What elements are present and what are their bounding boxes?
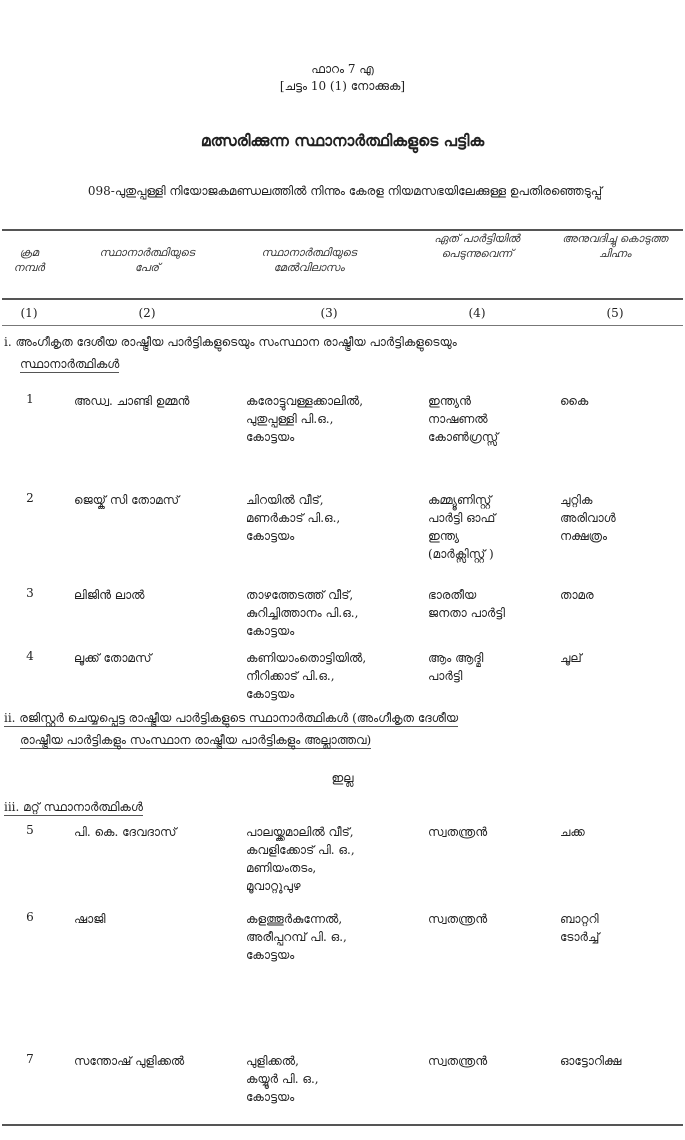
section-heading-1 (4, 331, 457, 375)
serial-no: 6 (26, 910, 34, 924)
section-heading-2 (4, 707, 458, 751)
header-serial-no: ക്രമ നമ്പർ (13, 246, 45, 274)
candidate-party: സ്വതന്ത്രൻ (428, 825, 488, 839)
candidate-symbol: കൈ (560, 394, 589, 408)
serial-no: 2 (26, 491, 34, 505)
column-number-5: (5) (606, 306, 624, 320)
candidate-party: ഭാരതീയ ജനതാ പാർട്ടി (428, 588, 505, 620)
candidate-name: ലൂക്ക് തോമസ് (74, 651, 152, 665)
serial-no: 5 (26, 823, 34, 837)
column-number-rule (2, 325, 683, 326)
serial-no: 3 (26, 586, 34, 600)
column-number-2: (2) (138, 306, 156, 320)
serial-no: 7 (26, 1052, 34, 1066)
header-party: ഏത് പാർട്ടിയിൽ പെടുന്നുവെന്ന് (434, 232, 520, 260)
candidate-address: പാലയ്ക്കമാലിൽ വീട്, കവളിക്കോട് പി. ഒ., മണിയംതടം, മൂവാറ്റുപുഴ (246, 825, 355, 893)
candidate-address: താഴത്തേടത്ത് വീട്, കുറിച്ചിത്താനം പി.ഒ., കോട്ടയം (246, 588, 359, 638)
section-heading-2-line-2: രാഷ്ട്രീയ പാർട്ടികളും സംസ്ഥാന രാഷ്ട്രീയ പാർട്ടികളും അല്ലാത്തവ) (20, 733, 372, 747)
candidate-party: ആം ആദ്മി പാർട്ടി (428, 651, 484, 683)
candidate-address: കരോട്ടുവള്ളക്കാലിൽ, പുതുപ്പള്ളി പി.ഒ., കോട്ടയം (246, 394, 364, 444)
candidate-name: ജെയ്ക് സി തോമസ് (74, 493, 180, 507)
serial-no: 1 (26, 392, 34, 406)
section-heading-1-line-1: i. അംഗീകൃത ദേശീയ രാഷ്ട്രീയ പാർട്ടികളുടെയും സംസ്ഥാന രാഷ്ട്രീയ പാർട്ടികളുടെയും (4, 335, 457, 349)
candidate-name: പി. കെ. ദേവദാസ് (74, 825, 177, 839)
header-symbol: അനുവദിച്ചു കൊടുത്ത ചിഹ്നം (562, 232, 668, 260)
header-bottom-rule (2, 298, 683, 300)
candidate-party: സ്വതന്ത്രൻ (428, 1054, 488, 1068)
section-2-nil: ഇല്ല (331, 771, 354, 785)
candidate-symbol: ചക്ക (560, 825, 585, 839)
candidate-name: അഡ്വ. ചാണ്ടി ഉമ്മൻ (74, 394, 190, 408)
candidate-name: സന്തോഷ് പുളിക്കൽ (74, 1054, 185, 1068)
candidate-address: പുളിക്കൽ, കയ്യൂർ പി. ഒ., കോട്ടയം (246, 1054, 319, 1104)
candidate-symbol: ബാറ്ററി ടോർച്ച് (560, 912, 600, 944)
candidate-party: സ്വതന്ത്രൻ (428, 912, 488, 926)
rule-reference: [ചട്ടം 10 (1) നോക്കുക] (279, 79, 406, 93)
column-number-4: (4) (468, 306, 486, 320)
table-bottom-rule (2, 1124, 683, 1126)
section-heading-3-line-1: iii. മറ്റ് സ്ഥാനാർത്ഥികൾ (4, 800, 143, 814)
form-number: ഫാറം 7 എ (311, 62, 374, 76)
candidate-symbol: ചുറ്റിക അരിവാൾ നക്ഷത്രം (560, 493, 616, 543)
candidate-name: ലിജിൻ ലാൽ (74, 588, 145, 602)
column-number-3: (3) (320, 306, 338, 320)
election-subtitle: 098-പുതുപ്പള്ളി നിയോജകമണ്ഡലത്തിൽ നിന്നും കേരള നിയമസഭയിലേക്കുള്ള ഉപതിരഞ്ഞെടുപ്പ് (87, 184, 603, 198)
candidate-symbol: ചൂല് (560, 651, 582, 665)
candidate-party: കമ്മ്യൂണിസ്റ്റ് പാർട്ടി ഓഫ് ഇന്ത്യ (മാർക്സിസ്റ്റ് ) (428, 493, 496, 561)
section-heading-1-line-2: സ്ഥാനാർത്ഥികൾ (20, 357, 120, 371)
section-heading-2-line-1: ii. രജിസ്റ്റർ ചെയ്യപ്പെട്ട രാഷ്ട്രീയ പാർട്ടികളുടെ സ്ഥാനാർത്ഥികൾ (അംഗീകൃത ദേശീയ (4, 711, 459, 725)
document-title: മത്സരിക്കുന്ന സ്ഥാനാർത്ഥികളുടെ പട്ടിക (200, 131, 485, 150)
candidate-address: കളത്തൂർകുന്നേൽ, അരീപ്പറമ്പ് പി. ഒ., കോട്ടയം (246, 912, 347, 962)
serial-no: 4 (26, 649, 34, 663)
candidate-name: ഷാജി (74, 912, 106, 926)
candidate-symbol: താമര (560, 588, 594, 602)
header-candidate-address: സ്ഥാനാർത്ഥിയുടെ മേൽവിലാസം (261, 246, 357, 274)
section-heading-3 (4, 796, 143, 818)
column-number-1: (1) (20, 306, 38, 320)
candidate-party: ഇന്ത്യൻ നാഷണൽ കോൺഗ്രസ്സ് (428, 394, 499, 444)
candidate-symbol: ഓട്ടോറിക്ഷ (560, 1054, 622, 1068)
header-candidate-name: സ്ഥാനാർത്ഥിയുടെ പേര് (99, 246, 195, 274)
candidate-address: കണിയാംതൊട്ടിയിൽ, നീറിക്കാട് പി.ഒ., കോട്ടയം (246, 651, 367, 701)
candidate-address: ചിറയിൽ വീട്, മണർകാട് പി.ഒ., കോട്ടയം (246, 493, 341, 543)
